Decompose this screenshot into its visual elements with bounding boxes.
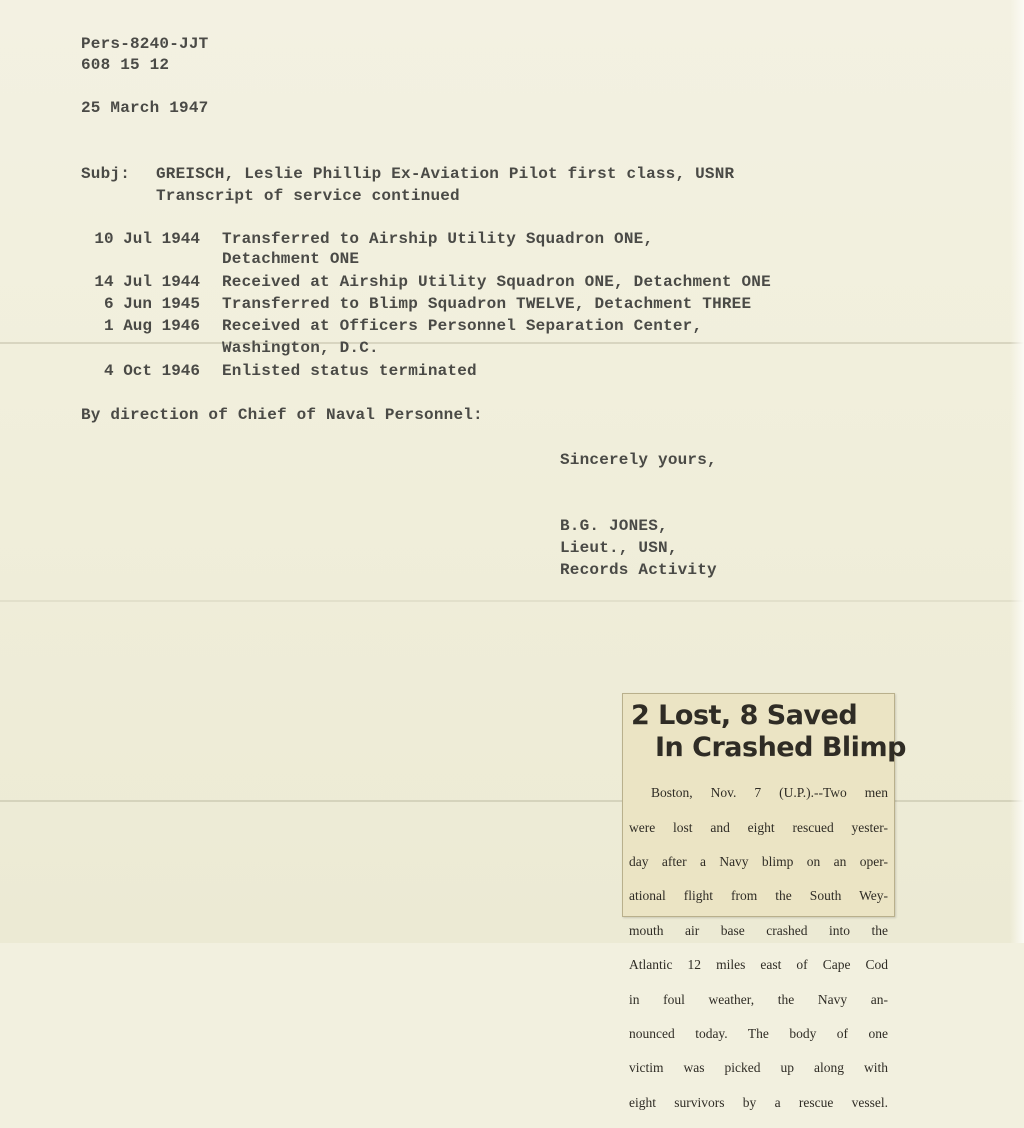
paper-fold	[0, 342, 1024, 344]
clipping-headline-line2: In Crashed Blimp	[655, 732, 906, 763]
clipping-body	[629, 767, 888, 1128]
clipping-line: in foul weather, the Navy an-	[629, 991, 888, 1007]
entry-text: Transferred to Blimp Squadron TWELVE, Detachment THREE	[222, 295, 752, 313]
letter-date: 25 March 1947	[81, 99, 209, 117]
subject-label: Subj:	[81, 165, 131, 183]
entry-date: 4 Oct 1946	[103, 362, 200, 380]
reference-code: Pers-8240-JJT	[81, 35, 209, 53]
clipping-line: ational flight from the South Wey-	[629, 888, 888, 904]
paper-fold	[0, 600, 1024, 602]
reference-number: 608 15 12	[81, 56, 170, 74]
signer-office: Records Activity	[560, 561, 717, 579]
direction-line: By direction of Chief of Naval Personnel:	[81, 406, 483, 424]
clipping-line: Boston, Nov. 7 (U.P.).--Two men	[651, 785, 888, 801]
entry-text: Transferred to Airship Utility Squadron ONE,	[222, 230, 654, 248]
entry-text: Received at Airship Utility Squadron ONE, Detachment ONE	[222, 273, 771, 291]
entry-text-continued: Detachment ONE	[222, 250, 360, 268]
clipping-line: eight survivors by a rescue vessel.	[629, 1094, 888, 1110]
clipping-line: were lost and eight rescued yester-	[629, 819, 888, 835]
entry-text: Received at Officers Personnel Separation Center,	[222, 317, 703, 335]
subject-subline: Transcript of service continued	[156, 187, 460, 205]
clipping-line: mouth air base crashed into the	[629, 922, 888, 938]
closing: Sincerely yours,	[560, 451, 717, 469]
clipping-line: day after a Navy blimp on an oper-	[629, 854, 888, 870]
entry-date: 14 Jul 1944	[94, 273, 200, 291]
signer-rank: Lieut., USN,	[560, 539, 678, 557]
paper-edge	[1010, 0, 1024, 943]
entry-date: 6 Jun 1945	[103, 295, 200, 313]
clipping-line: victim was picked up along with	[629, 1060, 888, 1076]
entry-text: Enlisted status terminated	[222, 362, 477, 380]
entry-date: 1 Aug 1946	[103, 317, 200, 335]
signer-name: B.G. JONES,	[560, 517, 668, 535]
subject-line: GREISCH, Leslie Phillip Ex-Aviation Pilot first class, USNR	[156, 165, 735, 183]
entry-text-continued: Washington, D.C.	[222, 339, 379, 357]
clipping-line: nounced today. The body of one	[629, 1026, 888, 1042]
clipping-headline: 2 Lost, 8 Saved	[631, 700, 858, 731]
newspaper-clipping	[622, 693, 906, 1110]
clipping-line: Atlantic 12 miles east of Cape Cod	[629, 957, 888, 973]
entry-date: 10 Jul 1944	[94, 230, 200, 248]
